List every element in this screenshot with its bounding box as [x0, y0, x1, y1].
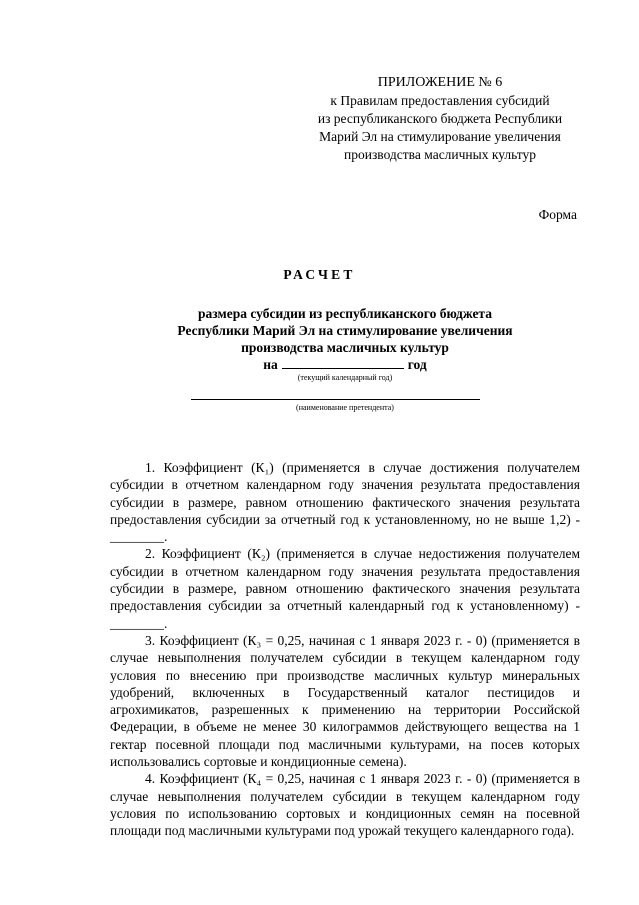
subtitle-line: размера субсидии из республиканского бюджета	[198, 306, 492, 321]
year-line	[110, 355, 580, 373]
form-label: Форма	[538, 207, 577, 222]
document-heading: РАСЧЕТ	[283, 267, 356, 282]
year-blank-field[interactable]	[282, 355, 404, 369]
document-body	[110, 459, 580, 840]
document-subtitle	[110, 305, 580, 356]
paragraph-coefficient-2: 2. Коэффициент (К₂) (применяется в случае недостижения получателем субсидии в отчетном календарном году значения результата предоставления субсидии в размере, равном отношению фактического значения результата предоставления субсидии за отчетный календарный год к установленному) - ________.	[110, 546, 580, 631]
appendix-line: к Правилам предоставления субсидий	[330, 93, 550, 108]
appendix-line: из республиканского бюджета Республики	[317, 111, 563, 126]
paragraph-coefficient-1: 1. Коэффициент (К₁) (применяется в случае достижения получателем субсидии в отчетном календарном году значения результата предоставления субсидии в размере, равном отношению фактического значения результата предоставления субсидии за отчетный год к установленному, но не выше 1,2) - ________.	[110, 460, 580, 545]
year-suffix: год	[407, 357, 427, 372]
paragraph-coefficient-4: 4. Коэффициент (К₄ = 0,25, начиная с 1 января 2023 г. - 0) (применяется в случае невыполнения получателем субсидии в текущем календарном году условия по использованию сортовых и кондиционных семян на посевной площади под масличными культурами под урожай текущего календарного года).	[110, 771, 580, 839]
paragraph-coefficient-3: 3. Коэффициент (К₃ = 0,25, начиная с 1 января 2023 г. - 0) (применяется в случае невыполнения получателем субсидии в текущем календарном году условия по внесению при производстве масличных культур минеральных удобрений, включенных в Государственный каталог пестицидов и агрохимикатов, разрешенных к применению на территории Российской Федерации, в объеме не менее 30 килограммов действующего вещества на 1 гектар посевной площади под масличными культурами, на посев которых использовались сортовые и кондиционные семена).	[110, 632, 580, 770]
year-prefix: на	[263, 357, 278, 372]
applicant-caption: (наименование претендента)	[296, 403, 394, 412]
appendix-line: производства масличных культур	[344, 147, 536, 162]
subtitle-line: производства масличных культур	[241, 340, 449, 355]
appendix-title: ПРИЛОЖЕНИЕ № 6	[377, 75, 503, 90]
year-caption: (текущий календарный год)	[297, 373, 393, 382]
appendix-block	[290, 74, 590, 164]
appendix-line: Марий Эл на стимулирование увеличения	[319, 129, 561, 144]
applicant-blank-field[interactable]	[191, 399, 480, 400]
subtitle-line: Республики Марий Эл на стимулирование увеличения	[177, 323, 513, 338]
